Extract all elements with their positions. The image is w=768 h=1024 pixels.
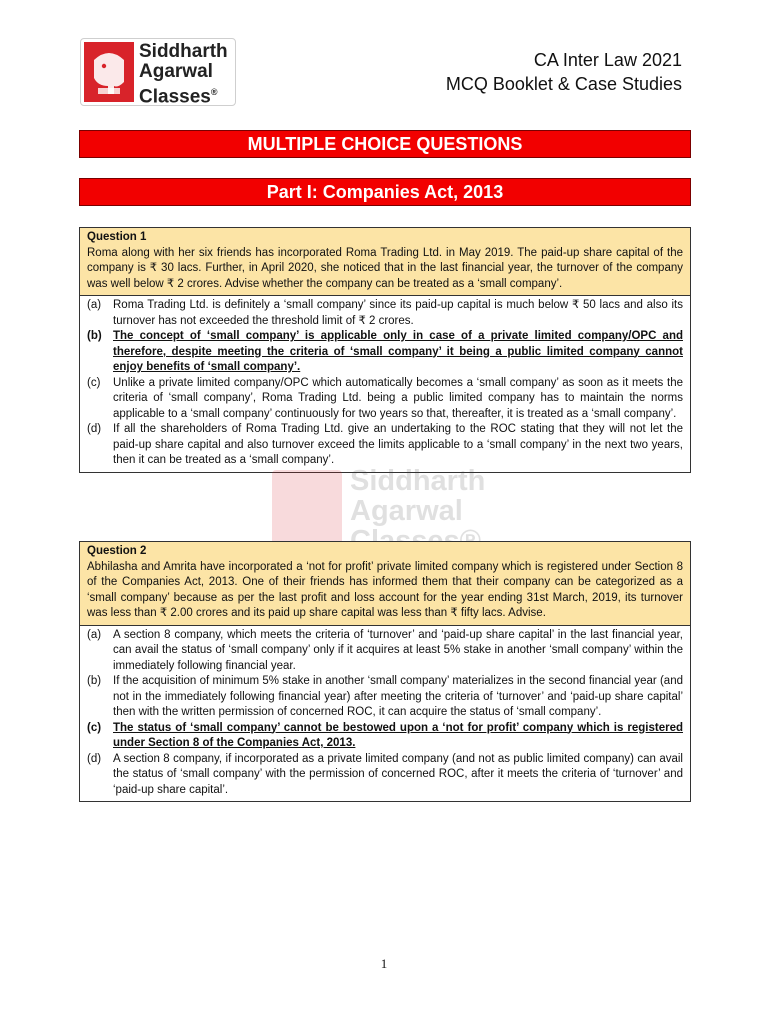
- option-key: (d): [87, 423, 102, 435]
- option-a: [87, 298, 683, 329]
- option-text: A section 8 company, which meets the criteria of ‘turnover’ and ‘paid-up share capital’ in the last financial year, can avail the status of ‘small company’ only if it acquires at least 5% stake in another ‘small company’ within the immediately following financial year.: [113, 628, 683, 672]
- option-key: (c): [87, 376, 101, 389]
- option-text: The status of ‘small company’ cannot be bestowed upon a ‘not for profit’ company which is registered under Section 8 of the Companies Act, 2013.: [113, 721, 683, 749]
- page-number: 1: [380, 956, 388, 971]
- option-b: [87, 674, 683, 721]
- option-key: (a): [87, 628, 102, 641]
- part-banner: Part I: Companies Act, 2013: [79, 178, 691, 206]
- answer-options: [80, 296, 690, 472]
- answer-options: [80, 626, 690, 802]
- option-text: The concept of ‘small company’ is applicable only in case of a private limited company/OPC and therefore, despite meeting the criteria of ‘small company’ it being a public limited company cannot enjoy benefits of ‘small company’.: [113, 330, 683, 373]
- question-box: [79, 227, 691, 473]
- option-text: If the acquisition of minimum 5% stake in another ‘small company’ materializes in the second financial year (and not in the immediately following financial year) after meeting the criteria of ‘turnover’ and ‘paid-up share capital’ then with the written permission of concerned ROC, it can acquire the status of ‘small company’.: [113, 675, 683, 718]
- question-stem: [80, 542, 690, 626]
- option-key: (c): [87, 721, 102, 734]
- option-key: (d): [87, 752, 102, 765]
- option-key: (b): [87, 330, 102, 342]
- logo-wordmark: [139, 42, 228, 107]
- option-text: A section 8 company, if incorporated as a private limited company (and not as public limited company) can avail the status of ‘small company’ with the permission of concerned ROC, after it meets the criteria of ‘turnover’ and ‘paid-up share capital’.: [113, 752, 683, 796]
- option-c: [87, 376, 683, 423]
- brand-logo: [80, 38, 236, 106]
- option-a: [87, 628, 683, 675]
- logo-line-2: Agarwal: [139, 61, 213, 82]
- registered-mark: ®: [210, 87, 218, 97]
- option-text: Unlike a private limited company/OPC which automatically becomes a ‘small company’ as soon as it meets the criteria of ‘small company’, Roma Trading Ltd. being a public limited company has to maintain the norms applicable to a ‘small company’ continuously for two years so that, thereafter, it is treated as a ‘small company’.: [113, 376, 683, 420]
- question-text: Roma along with her six friends has incorporated Roma Trading Ltd. in May 2019. The paid-up share capital of the company is ₹ 30 lacs. Further, in April 2020, she noticed that in the last financial year, the turnover of the company was well below ₹ 2 crores. Advise whether the company can be treated as a ‘small company’.: [87, 246, 683, 290]
- course-title: CA Inter Law 2021: [533, 50, 682, 70]
- question-box: [79, 541, 691, 802]
- option-b-correct: [87, 329, 683, 376]
- option-text: If all the shareholders of Roma Trading Ltd. give an undertaking to the ROC stating that they will not let the paid-up share capital and also turnover exceed the limits applicable to a ‘small company’ in the next two years, then it can be treated as a ‘small company’.: [113, 423, 683, 466]
- booklet-title: MCQ Booklet & Case Studies: [445, 74, 682, 94]
- question-text: Abhilasha and Amrita have incorporated a ‘not for profit’ private limited company which is registered under Section 8 of the Companies Act, 2013. One of their friends has informed them that their company can be categorized as a ‘small company’ because as per the last profit and loss account for the year ending 31st March, 2019, its turnover was less than ₹ 2.00 crores and its paid up share capital was less than ₹ fifty lacs. Advise.: [87, 560, 683, 619]
- elephant-logo-icon: [84, 42, 134, 102]
- question-number: Question 2: [87, 545, 147, 557]
- watermark-line-1: Siddharth: [350, 465, 486, 497]
- logo-line-3: Classes®: [139, 86, 218, 108]
- option-c-correct: [87, 721, 683, 752]
- option-key: (a): [87, 299, 102, 311]
- question-number: Question 1: [87, 231, 147, 243]
- option-d: [87, 422, 683, 469]
- option-d: [87, 752, 683, 799]
- option-text: Roma Trading Ltd. is definitely a ‘small company’ since its paid-up capital is much below ₹ 50 lacs and also its turnover has not exceeded the threshold limit of ₹ 2 crores.: [113, 299, 683, 327]
- document-title: [446, 48, 682, 96]
- section-banner: MULTIPLE CHOICE QUESTIONS: [79, 130, 691, 158]
- watermark-line-3: Classes®: [350, 525, 482, 557]
- option-key: (b): [87, 675, 102, 687]
- logo-line-1: Siddharth: [139, 41, 228, 62]
- watermark-line-2: Agarwal: [350, 495, 463, 527]
- question-stem: [80, 228, 690, 296]
